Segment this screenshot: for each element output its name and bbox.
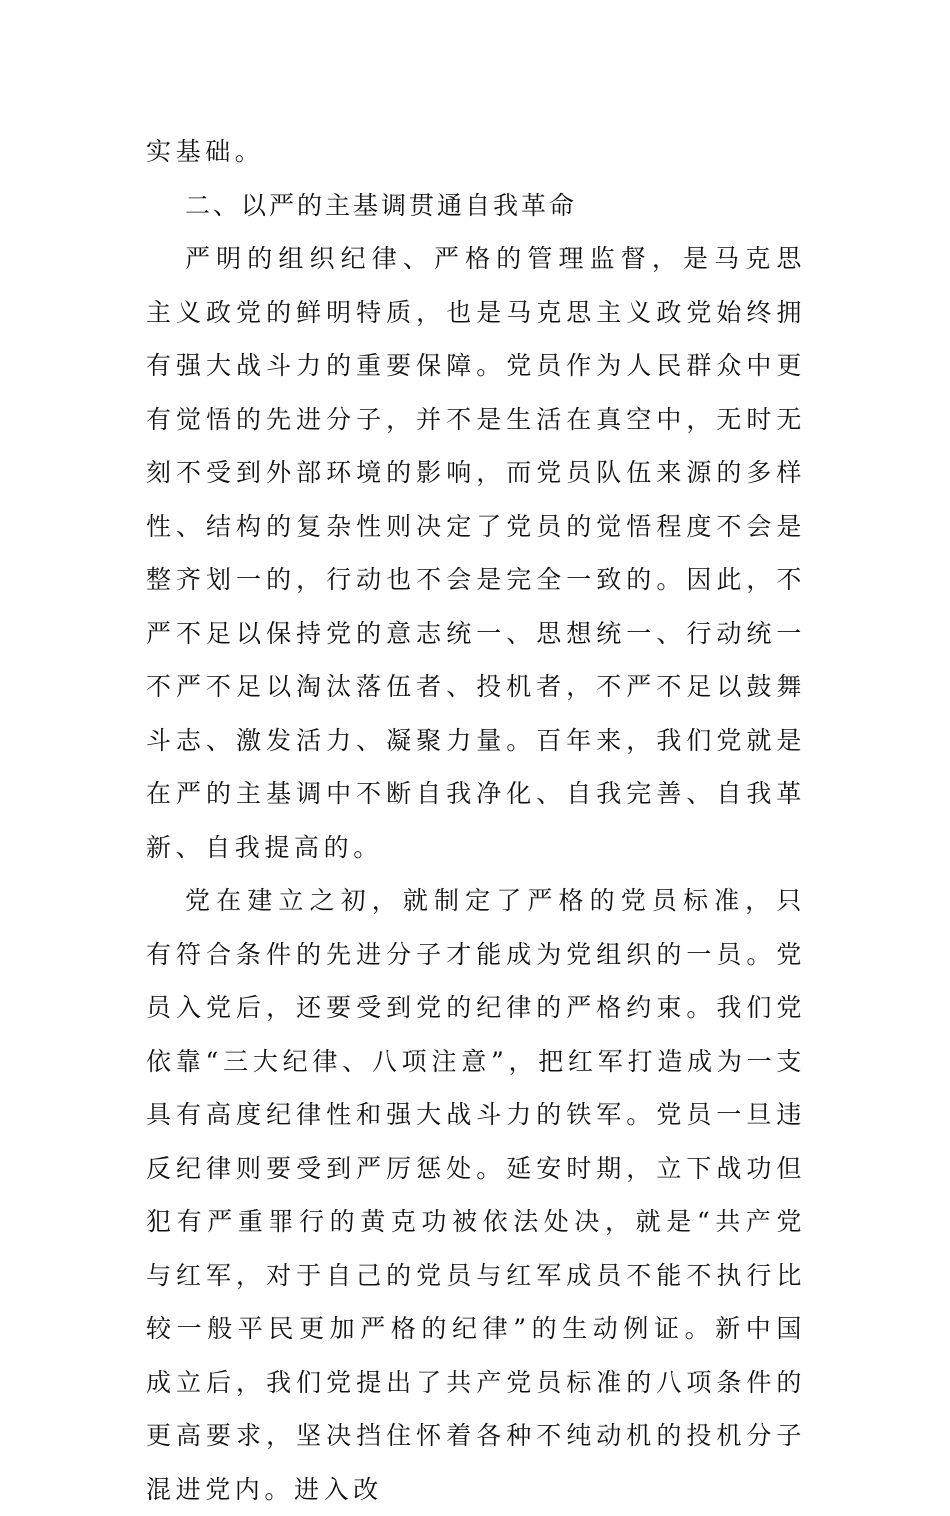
paragraph-continuation: 实基础。 — [146, 137, 265, 166]
section-heading: 二、以严的主基调贯通自我革命 — [185, 190, 578, 220]
paragraph: 党在建立之初，就制定了严格的党员标准，只有符合条件的先进分子才能成为党组织的一员。党员入党后，还要受到党的纪律的严格约束。我们党依靠“三大纪律、八项注意”，把红军打造成为一支具有高度纪律性和强大战斗力的铁军。党员一旦违反纪律则要受到严厉惩处。延安时期，立下战功但犯有严重罪行的黄克功被依法处决，就是“共产党与红军，对于自己的党员与红军成员不能不执行比较一般平民更加严格的纪律”的生动例证。新中国成立后，我们党提出了共产党员标准的八项条件的更高要求，坚决挡住怀着各种不纯动机的投机分子混进党内。进入改 — [146, 886, 806, 1504]
paragraph: 严明的组织纪律、严格的管理监督，是马克思主义政党的鲜明特质，也是马克思主义政党始终拥有强大战斗力的重要保障。党员作为人民群众中更有觉悟的先进分子，并不是生活在真空中，无时无刻不受到外部环境的影响，而党员队伍来源的多样性、结构的复杂性则决定了党员的觉悟程度不会是整齐划一的，行动也不会是完全一致的。因此，不严不足以保持党的意志统一、思想统一、行动统一不严不足以淘汰落伍者、投机者，不严不足以鼓舞斗志、激发活力、凝聚力量。百年来，我们党就是在严的主基调中不断自我净化、自我完善、自我革新、自我提高的。 — [146, 244, 806, 862]
document-body — [146, 125, 806, 1516]
